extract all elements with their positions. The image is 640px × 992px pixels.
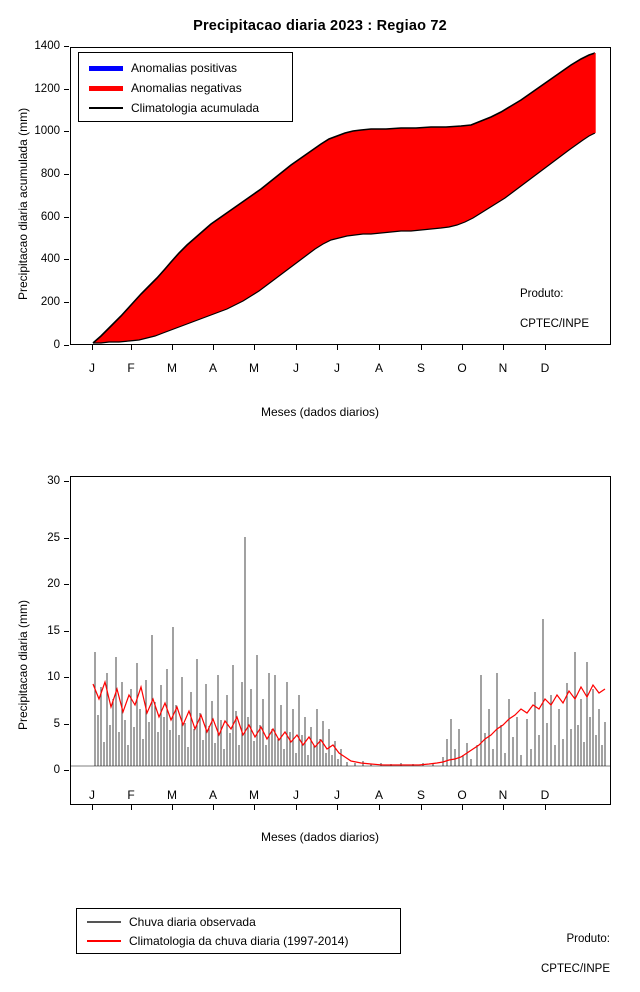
y-tick-label: 800 [40,168,60,180]
x-tick-label: F [127,788,135,802]
x-tick-label: N [498,361,508,375]
legend-label: Anomalias positivas [131,61,238,75]
y-tick-mark [64,724,69,725]
x-tick-label: M [249,361,259,375]
legend-item-climatology-daily [87,934,348,948]
x-tick-label: N [498,788,508,802]
legend-label: Climatologia da chuva diaria (1997-2014) [129,934,349,948]
y-tick-mark [64,584,69,585]
y-tick-label: 25 [47,532,60,544]
legend-item-positive-anomaly [89,61,237,75]
x-tick-label: S [416,788,425,802]
y-tick-label: 1400 [34,40,60,52]
x-tick-mark [337,805,338,810]
x-tick-mark [92,805,93,810]
x-tick-mark [503,345,504,350]
x-tick-mark [503,805,504,810]
legend-swatch-icon [89,86,123,91]
y-tick-mark [64,259,69,260]
y-tick-mark [64,631,69,632]
x-tick-label: F [127,361,135,375]
x-tick-mark [462,345,463,350]
y-tick-mark [64,345,69,346]
x-tick-mark [545,345,546,350]
observed-daily-bars [95,537,605,766]
legend-item-climatology-accumulated [89,101,259,115]
x-axis-label-bottom: Meses (dados diarios) [260,830,380,844]
y-tick-label: 20 [47,578,60,590]
x-tick-label: J [334,361,340,375]
legend-item-observed-daily [87,915,256,929]
x-tick-mark [254,345,255,350]
legend-swatch-icon [87,940,121,942]
x-tick-label: J [293,361,299,375]
x-tick-label: S [416,361,425,375]
x-tick-mark [131,805,132,810]
x-tick-mark [379,805,380,810]
produto-line-2: CPTEC/INPE [520,318,590,330]
daily-plot-area [70,476,611,805]
legend-label: Anomalias negativas [131,81,242,95]
y-tick-mark [64,677,69,678]
x-tick-label: A [208,361,217,375]
x-tick-mark [462,805,463,810]
y-tick-label: 10 [47,671,60,683]
x-tick-mark [172,345,173,350]
y-tick-label: 15 [47,625,60,637]
x-tick-label: A [208,788,217,802]
x-tick-mark [421,805,422,810]
legend-swatch-icon [87,921,121,923]
x-tick-mark [337,345,338,350]
x-tick-label: J [334,788,340,802]
x-axis-label-top: Meses (dados diarios) [260,405,380,419]
y-tick-label: 5 [53,718,60,730]
y-tick-label: 200 [40,296,60,308]
legend-swatch-icon [89,107,123,109]
x-tick-mark [213,345,214,350]
x-tick-label: D [540,788,550,802]
y-tick-label: 0 [53,764,60,776]
x-tick-label: O [457,361,467,375]
y-tick-mark [64,770,69,771]
y-tick-label: 600 [40,211,60,223]
legend-label: Climatologia acumulada [131,101,260,115]
legend-daily [76,908,401,954]
x-tick-label: J [89,788,95,802]
y-tick-label: 0 [53,339,60,351]
legend-label: Chuva diaria observada [129,915,256,929]
y-tick-label: 1200 [34,83,60,95]
y-tick-mark [64,174,69,175]
x-tick-mark [213,805,214,810]
x-tick-mark [296,805,297,810]
x-tick-label: M [167,361,177,375]
x-tick-mark [421,345,422,350]
produto-line-1: Produto: [566,933,610,945]
x-tick-label: M [167,788,177,802]
x-tick-mark [296,345,297,350]
legend-item-negative-anomaly [89,81,242,95]
y-tick-mark [64,481,69,482]
x-tick-label: J [89,361,95,375]
y-tick-mark [64,217,69,218]
daily-chart-svg [71,477,610,804]
x-tick-mark [545,805,546,810]
x-tick-label: M [249,788,259,802]
x-tick-label: O [457,788,467,802]
x-tick-mark [379,345,380,350]
produto-line-1: Produto: [520,288,564,300]
x-tick-label: A [374,788,383,802]
x-tick-mark [92,345,93,350]
y-tick-mark [64,131,69,132]
daily-precipitation-panel [0,430,640,975]
y-tick-mark [64,538,69,539]
legend-accumulated [78,52,293,122]
y-tick-mark [64,302,69,303]
y-tick-mark [64,46,69,47]
y-tick-mark [64,89,69,90]
x-tick-label: J [293,788,299,802]
x-tick-mark [254,805,255,810]
x-tick-label: D [540,361,550,375]
produto-line-2: CPTEC/INPE [540,963,610,975]
x-tick-mark [172,805,173,810]
y-axis-label-bottom: Precipitacao diaria (mm) [16,599,30,730]
accumulated-precipitation-panel [0,0,640,430]
legend-swatch-icon [89,66,123,71]
produto-credit-top [520,272,589,347]
produto-credit-bottom [500,917,610,992]
y-tick-label: 1000 [34,125,60,137]
y-axis-label-top: Precipitacao diaria acumulada (mm) [16,107,30,300]
x-tick-mark [131,345,132,350]
y-tick-label: 400 [40,253,60,265]
y-tick-label: 30 [47,475,60,487]
x-tick-label: A [374,361,383,375]
page-title: Precipitacao diaria 2023 : Regiao 72 [193,18,447,34]
